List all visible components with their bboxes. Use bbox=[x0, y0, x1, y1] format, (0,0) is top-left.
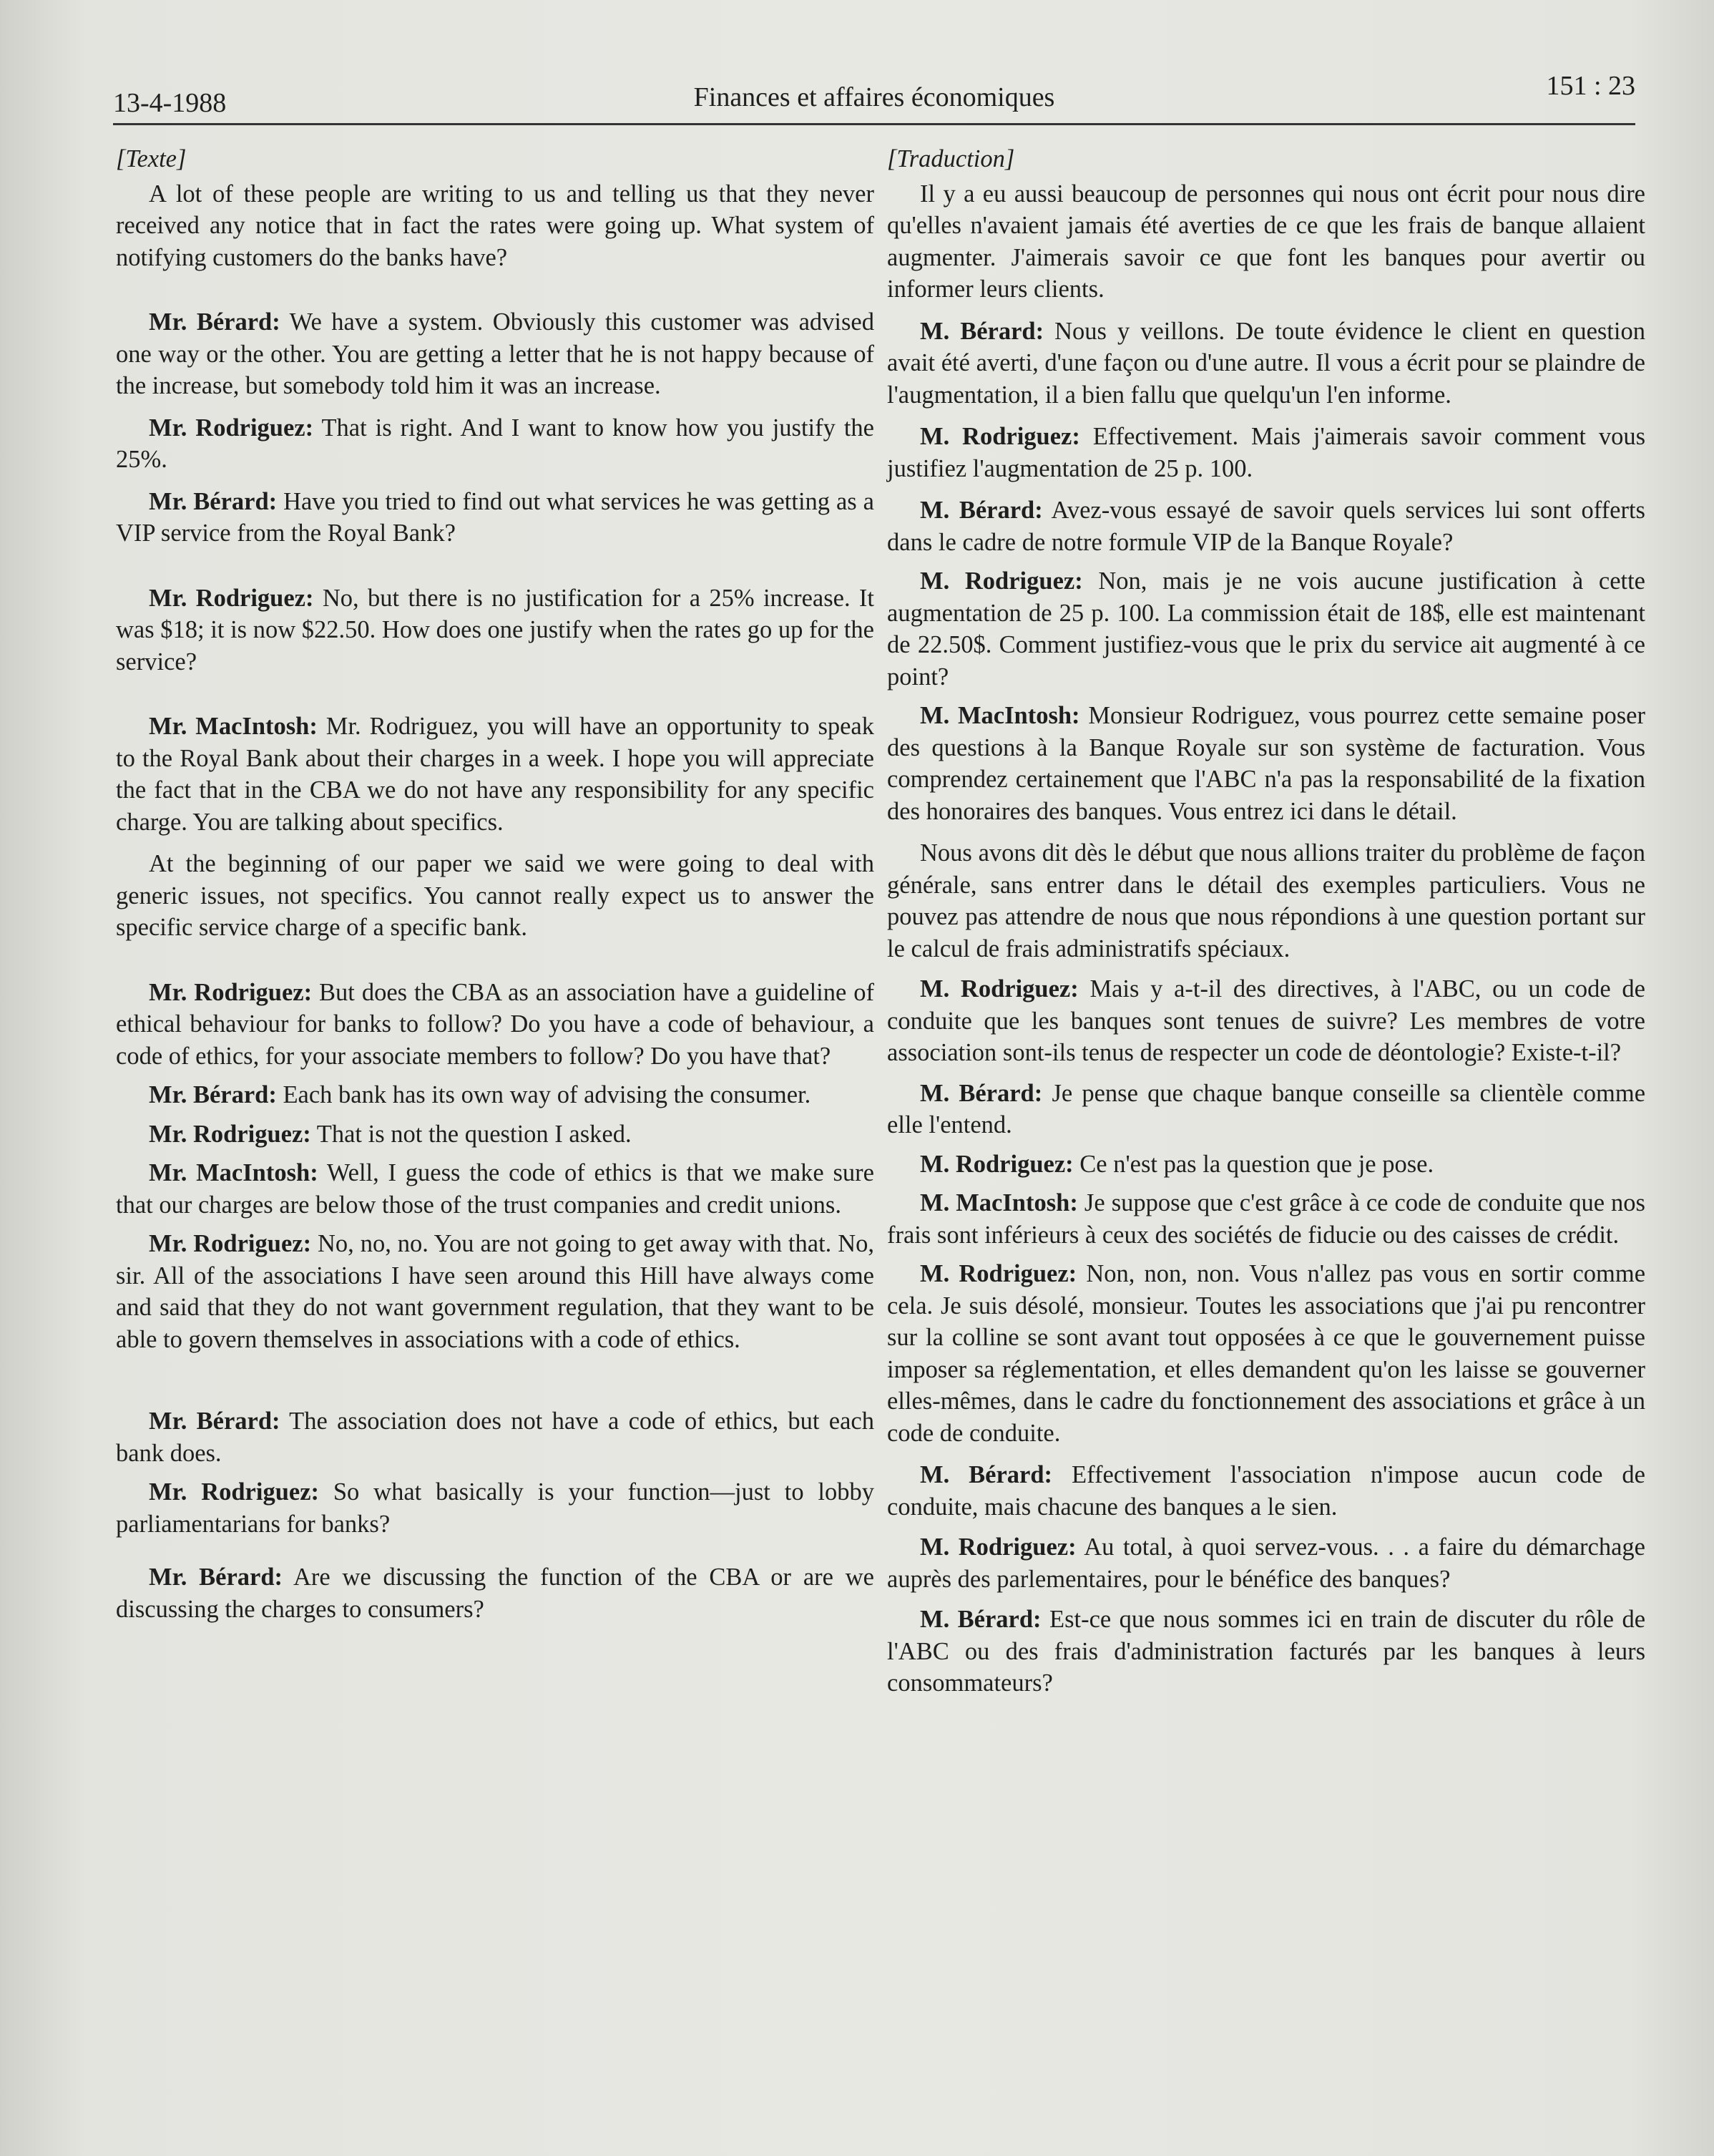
speaker-name: Mr. Rodriguez: bbox=[149, 978, 313, 1006]
speaker-name: M. Rodriguez: bbox=[920, 1150, 1074, 1178]
english-column bbox=[116, 143, 874, 1625]
speaker-name: Mr. Rodriguez: bbox=[149, 584, 314, 612]
paragraph bbox=[887, 1531, 1645, 1595]
paragraph-text: Non, mais je ne vois aucune justification à cette augmentation de 25 p. 100. La commission était de 18$, elle est maintenant de 22.50$. Comment justifiez-vous que le prix du service ait augmenté à ce point? bbox=[887, 567, 1645, 691]
paragraph-text: That is not the question I asked. bbox=[316, 1120, 632, 1148]
paragraph bbox=[116, 1476, 874, 1540]
speaker-name: Mr. Bérard: bbox=[149, 308, 280, 336]
paragraph-text: A lot of these people are writing to us and telling us that they never received any notice that in fact the rates were going up. What system of notifying customers do the banks have? bbox=[116, 180, 874, 271]
paragraph bbox=[887, 494, 1645, 558]
paragraph-text: Ce n'est pas la question que je pose. bbox=[1079, 1150, 1434, 1178]
paragraph-text: Au total, à quoi servez-vous. . . a faire du démarchage auprès des parlementaires, pour le bénéfice des banques? bbox=[887, 1533, 1645, 1593]
paragraph bbox=[116, 1118, 874, 1151]
speaker-name: M. Bérard: bbox=[920, 497, 1043, 524]
speaker-name: Mr. MacIntosh: bbox=[149, 713, 318, 740]
header-title: Finances et affaires économiques bbox=[693, 82, 1055, 112]
speaker-name: M. MacIntosh: bbox=[920, 1189, 1078, 1216]
speaker-name: M. Rodriguez: bbox=[920, 1260, 1077, 1287]
speaker-name: M. Rodriguez: bbox=[920, 423, 1080, 450]
paragraph-text: Monsieur Rodriguez, vous pourrez cette semaine poser des questions à la Banque Royale sur son système de facturation. Vous comprendez certainement que l'ABC n'a pas la responsabilité de la fixation des honoraires des banques. Vous entrez ici dans le détail. bbox=[887, 702, 1645, 825]
paragraph-text: Well, I guess the code of ethics is that we make sure that our charges are below those of the trust companies and credit unions. bbox=[116, 1159, 874, 1219]
speaker-name: Mr. Bérard: bbox=[149, 1408, 280, 1435]
paragraph-text: No, but there is no justification for a 25% increase. It was $18; it is now $22.50. How does one justify when the rates go up for the service? bbox=[116, 584, 875, 675]
speaker-name: M. Bérard: bbox=[920, 1461, 1053, 1488]
paragraph-text: But does the CBA as an association have a guideline of ethical behaviour for banks to follow? Do you have a code of behaviour, a code of ethics, for your associate members to follow? Do you have that? bbox=[116, 978, 874, 1070]
header-page-number: 151 : 23 bbox=[1546, 71, 1635, 101]
paragraph bbox=[116, 848, 874, 944]
paragraph-text: Each bank has its own way of advising the consumer. bbox=[283, 1081, 811, 1108]
paragraph-text: The association does not have a code of ethics, but each bank does. bbox=[116, 1408, 874, 1467]
speaker-name: Mr. Rodriguez: bbox=[149, 1120, 311, 1148]
speaker-name: M. Rodriguez: bbox=[920, 1533, 1077, 1561]
speaker-name: Mr. Rodriguez: bbox=[149, 414, 314, 442]
paragraph bbox=[116, 1157, 874, 1221]
paragraph bbox=[887, 1187, 1645, 1251]
paragraph-text: Mais y a-t-il des directives, à l'ABC, ou un code de conduite que les banques sont tenues de suivre? Les membres de votre association sont-ils tenus de respecter un code de déontologie? Existe-t-il? bbox=[887, 975, 1645, 1066]
speaker-name: M. Bérard: bbox=[920, 1606, 1042, 1633]
paragraph bbox=[116, 1228, 874, 1355]
paragraph-text: Have you tried to find out what services he was getting as a VIP service from the Royal Bank? bbox=[116, 487, 874, 547]
column-tag: [Traduction] bbox=[887, 145, 1015, 172]
paragraph-text: So what basically is your function—just to lobby parliamentarians for banks? bbox=[116, 1478, 875, 1538]
paragraph bbox=[887, 316, 1645, 411]
paragraph-text: That is right. And I want to know how you justify the 25%. bbox=[116, 414, 874, 473]
speaker-name: M. Bérard: bbox=[920, 317, 1044, 345]
paragraph bbox=[887, 1459, 1645, 1523]
paragraph bbox=[887, 421, 1645, 484]
paragraph bbox=[116, 178, 874, 274]
paragraph-text: Are we discussing the function of the CBA or are we discussing the charges to consumers? bbox=[116, 1564, 874, 1623]
speaker-name: Mr. Rodriguez: bbox=[149, 1230, 312, 1257]
paragraph bbox=[116, 486, 874, 550]
column-tag: [Texte] bbox=[116, 145, 187, 172]
header-date: 13-4-1988 bbox=[113, 88, 227, 118]
paragraph bbox=[887, 837, 1645, 965]
paragraph-text: Est-ce que nous sommes ici en train de discuter du rôle de l'ABC ou des frais d'administration facturés par les banques à leurs consommateurs? bbox=[887, 1606, 1646, 1697]
paragraph bbox=[887, 973, 1645, 1069]
paragraph bbox=[116, 306, 874, 402]
speaker-name: Mr. Rodriguez: bbox=[149, 1478, 319, 1506]
speaker-name: Mr. Bérard: bbox=[149, 1564, 283, 1591]
paragraph-text: Effectivement. Mais j'aimerais savoir comment vous justifiez l'augmentation de 25 p. 100. bbox=[887, 423, 1645, 482]
speaker-name: Mr. Bérard: bbox=[149, 487, 278, 515]
speaker-name: M. Rodriguez: bbox=[920, 975, 1079, 1003]
paragraph-text: Je suppose que c'est grâce à ce code de conduite que nos frais sont inférieurs à ceux des sociétés de fiducie ou des caisses de crédit. bbox=[887, 1189, 1645, 1249]
paragraph-text: Effectivement l'association n'impose aucun code de conduite, mais chacune des banques a le sien. bbox=[887, 1461, 1645, 1521]
paragraph bbox=[887, 1078, 1645, 1141]
paragraph bbox=[116, 582, 874, 678]
paragraph bbox=[887, 700, 1645, 827]
speaker-name: M. Bérard: bbox=[920, 1079, 1043, 1107]
paragraph-text: Je pense que chaque banque conseille sa clientèle comme elle l'entend. bbox=[887, 1079, 1646, 1138]
paragraph bbox=[887, 178, 1645, 306]
paragraph-text: Nous y veillons. De toute évidence le client en question avait été averti, d'une façon ou d'une autre. Il vous a écrit pour se plaindre de l'augmentation, il a bien fallu que quelqu'un l'en informe. bbox=[887, 317, 1645, 409]
speaker-name: M. MacIntosh: bbox=[920, 702, 1080, 729]
paragraph-text: Non, non, non. Vous n'allez pas vous en sortir comme cela. Je suis désolé, monsieur. Toutes les associations que j'ai pu rencontrer sur la colline se sont avant tout opposées à ce que le gouvernement puisse imposer sa réglementation, et elles demandent qu'on les laisse se gouverner elles-mêmes, dans le cadre du fonctionnement des associations et grâce à un code de conduite. bbox=[887, 1260, 1646, 1447]
paragraph-text: At the beginning of our paper we said we were going to deal with generic issues, not specifics. You cannot really expect us to answer the specific service charge of a specific bank. bbox=[116, 850, 874, 941]
page-header bbox=[113, 66, 1635, 125]
paragraph bbox=[887, 1258, 1645, 1449]
paragraph bbox=[116, 1561, 874, 1625]
paragraph-text: We have a system. Obviously this customer was advised one way or the other. You are getting a letter that he is not happy because of the increase, but somebody told him it was an increase. bbox=[116, 308, 874, 399]
speaker-name: Mr. MacIntosh: bbox=[149, 1159, 318, 1186]
paragraph bbox=[116, 1079, 874, 1111]
paragraph bbox=[116, 977, 874, 1073]
paragraph-text: Il y a eu aussi beaucoup de personnes qui nous ont écrit pour nous dire qu'elles n'avaient jamais été averties de ce que les frais de banque allaient augmenter. J'aimerais savoir ce que font les banques pour avertir ou informer leurs clients. bbox=[887, 180, 1645, 303]
paragraph bbox=[116, 412, 874, 476]
paragraph-text: Nous avons dit dès le début que nous allions traiter du problème de façon générale, sans entrer dans le détail des exemples particuliers. Vous ne pouvez pas attendre de nous que nous répondions à une question portant sur le calcul de frais administratifs spéciaux. bbox=[887, 839, 1645, 962]
speaker-name: M. Rodriguez: bbox=[920, 567, 1083, 595]
speaker-name: Mr. Bérard: bbox=[149, 1081, 277, 1108]
paragraph bbox=[116, 711, 874, 838]
paragraph bbox=[887, 565, 1645, 693]
paragraph-text: No, no, no. You are not going to get away with that. No, sir. All of the associations I have seen around this Hill have always come and said that they do not want government regulation, that they want to be able to govern themselves in associations with a code of ethics. bbox=[116, 1230, 875, 1353]
paragraph bbox=[116, 1405, 874, 1469]
paragraph-text: Mr. Rodriguez, you will have an opportunity to speak to the Royal Bank about their charges in a week. I hope you will appreciate the fact that in the CBA we do not have any responsibility for any specific charge. You are talking about specifics. bbox=[116, 713, 874, 836]
paragraph bbox=[887, 1148, 1645, 1181]
french-column bbox=[887, 143, 1645, 1699]
paragraph bbox=[887, 1604, 1645, 1699]
paragraph-text: Avez-vous essayé de savoir quels services lui sont offerts dans le cadre de notre formule VIP de la Banque Royale? bbox=[887, 497, 1645, 556]
